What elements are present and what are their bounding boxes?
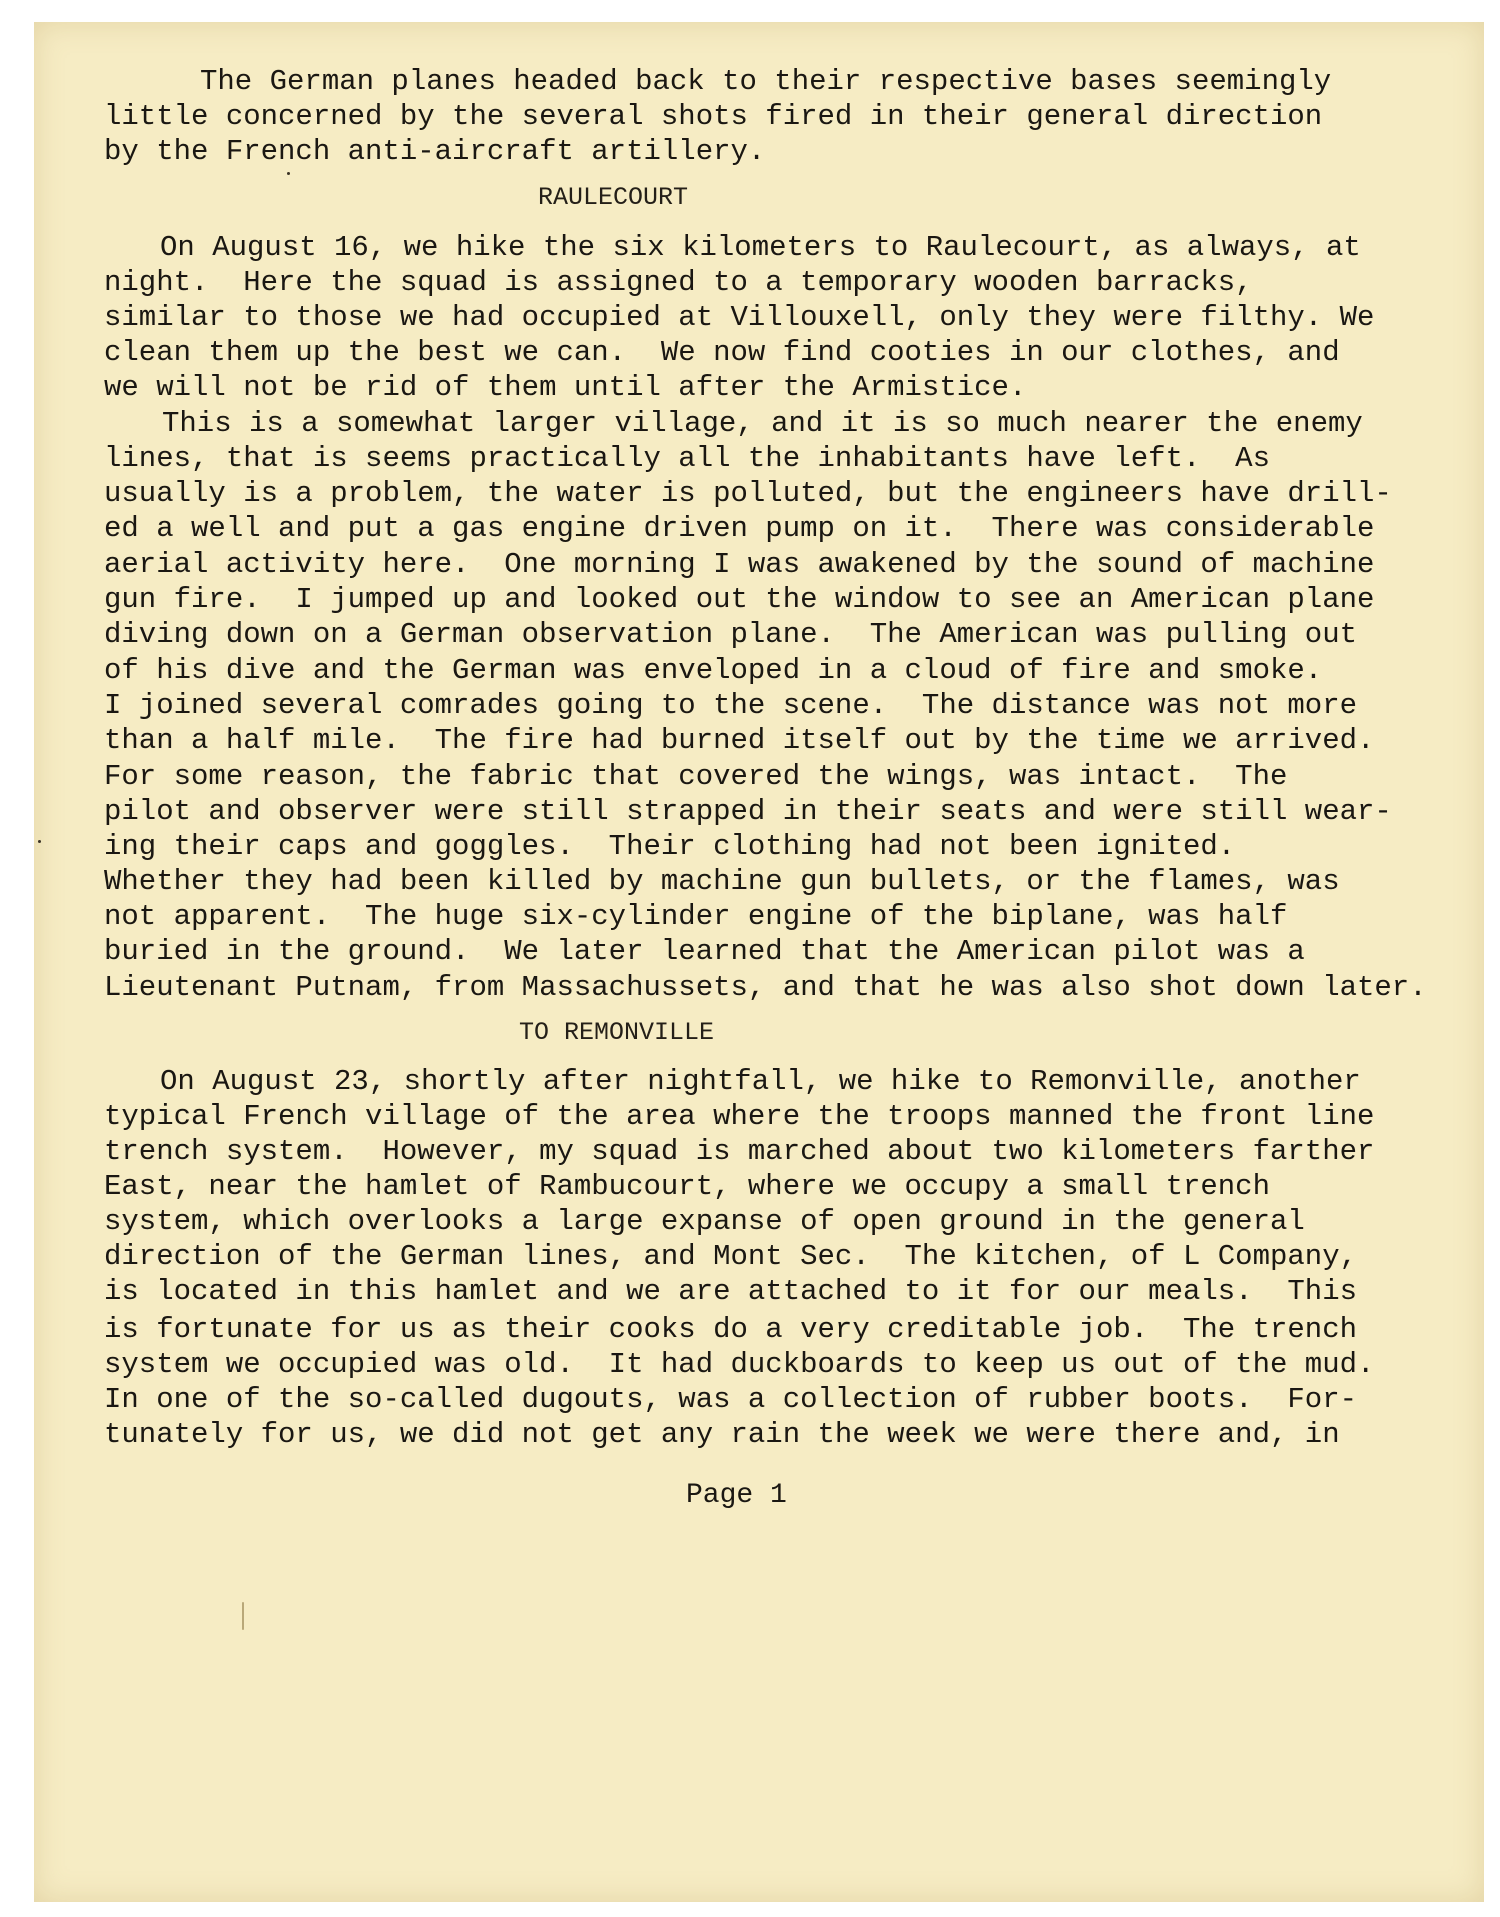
text-line: tunately for us, we did not get any rain the week we were there and, in bbox=[104, 1418, 1340, 1451]
text-line: of his dive and the German was enveloped in a cloud of fire and smoke. bbox=[104, 654, 1323, 687]
text-line: I joined several comrades going to the scene. The distance was not more bbox=[104, 689, 1358, 722]
text-line: clean them up the best we can. We now find cooties in our clothes, and bbox=[104, 336, 1340, 369]
text-line: In one of the so-called dugouts, was a collection of rubber boots. For- bbox=[104, 1383, 1358, 1416]
text-line: we will not be rid of them until after the Armistice. bbox=[104, 371, 1027, 404]
text-line: typical French village of the area where the troops manned the front line bbox=[104, 1100, 1375, 1133]
text-line: little concerned by the several shots fired in their general direction bbox=[104, 100, 1323, 133]
section-heading-raulecourt: RAULECOURT bbox=[538, 183, 689, 212]
text-line: night. Here the squad is assigned to a temporary wooden barracks, bbox=[104, 266, 1253, 299]
text-line: ed a well and put a gas engine driven pump on it. There was considerable bbox=[104, 512, 1375, 545]
text-line: For some reason, the fabric that covered the wings, was intact. The bbox=[104, 760, 1288, 793]
text-line: Lieutenant Putnam, from Massachussets, and that he was also shot down later. bbox=[104, 971, 1427, 1004]
text-line: system, which overlooks a large expanse of open ground in the general bbox=[104, 1205, 1305, 1238]
typed-page bbox=[34, 22, 1484, 1902]
text-line: usually is a problem, the water is polluted, but the engineers have drill- bbox=[104, 477, 1392, 510]
text-line: The German planes headed back to their respective bases seemingly bbox=[200, 65, 1332, 98]
text-line: lines, that is seems practically all the inhabitants have left. As bbox=[104, 442, 1270, 475]
text-line: diving down on a German observation plane. The American was pulling out bbox=[104, 618, 1358, 651]
text-line: is fortunate for us as their cooks do a very creditable job. The trench bbox=[104, 1313, 1358, 1346]
text-line: direction of the German lines, and Mont Sec. The kitchen, of L Company, bbox=[104, 1240, 1358, 1273]
text-line: On August 16, we hike the six kilometers to Raulecourt, as always, at bbox=[160, 231, 1361, 264]
text-line: is located in this hamlet and we are attached to it for our meals. This bbox=[104, 1275, 1358, 1308]
text-line: similar to those we had occupied at Villouxell, only they were filthy. We bbox=[104, 301, 1375, 334]
section-heading-remonville: TO REMONVILLE bbox=[519, 1018, 715, 1047]
paper-speck bbox=[38, 840, 41, 843]
text-line: gun fire. I jumped up and looked out the window to see an American plane bbox=[104, 583, 1375, 616]
text-line: system we occupied was old. It had duckboards to keep us out of the mud. bbox=[104, 1348, 1375, 1381]
paper-speck bbox=[287, 172, 290, 175]
text-line: East, near the hamlet of Rambucourt, where we occupy a small trench bbox=[104, 1170, 1270, 1203]
text-line: than a half mile. The fire had burned itself out by the time we arrived. bbox=[104, 724, 1375, 757]
text-line: trench system. However, my squad is marched about two kilometers farther bbox=[104, 1135, 1375, 1168]
text-line: aerial activity here. One morning I was awakened by the sound of machine bbox=[104, 548, 1375, 581]
text-line: buried in the ground. We later learned that the American pilot was a bbox=[104, 935, 1305, 968]
typed-text bbox=[34, 22, 1427, 1837]
text-line: On August 23, shortly after nightfall, we hike to Remonville, another bbox=[160, 1065, 1361, 1098]
text-line: by the French anti-aircraft artillery. bbox=[104, 135, 766, 168]
text-line: ing their caps and goggles. Their clothing had not been ignited. bbox=[104, 830, 1236, 863]
page-number: Page 1 bbox=[686, 1480, 787, 1511]
text-line: pilot and observer were still strapped in their seats and were still wear- bbox=[104, 795, 1392, 828]
text-line: not apparent. The huge six-cylinder engine of the biplane, was half bbox=[104, 900, 1288, 933]
paper-mark bbox=[242, 1602, 244, 1630]
text-line: This is a somewhat larger village, and it is so much nearer the enemy bbox=[162, 407, 1363, 440]
text-line: Whether they had been killed by machine gun bullets, or the flames, was bbox=[104, 865, 1340, 898]
